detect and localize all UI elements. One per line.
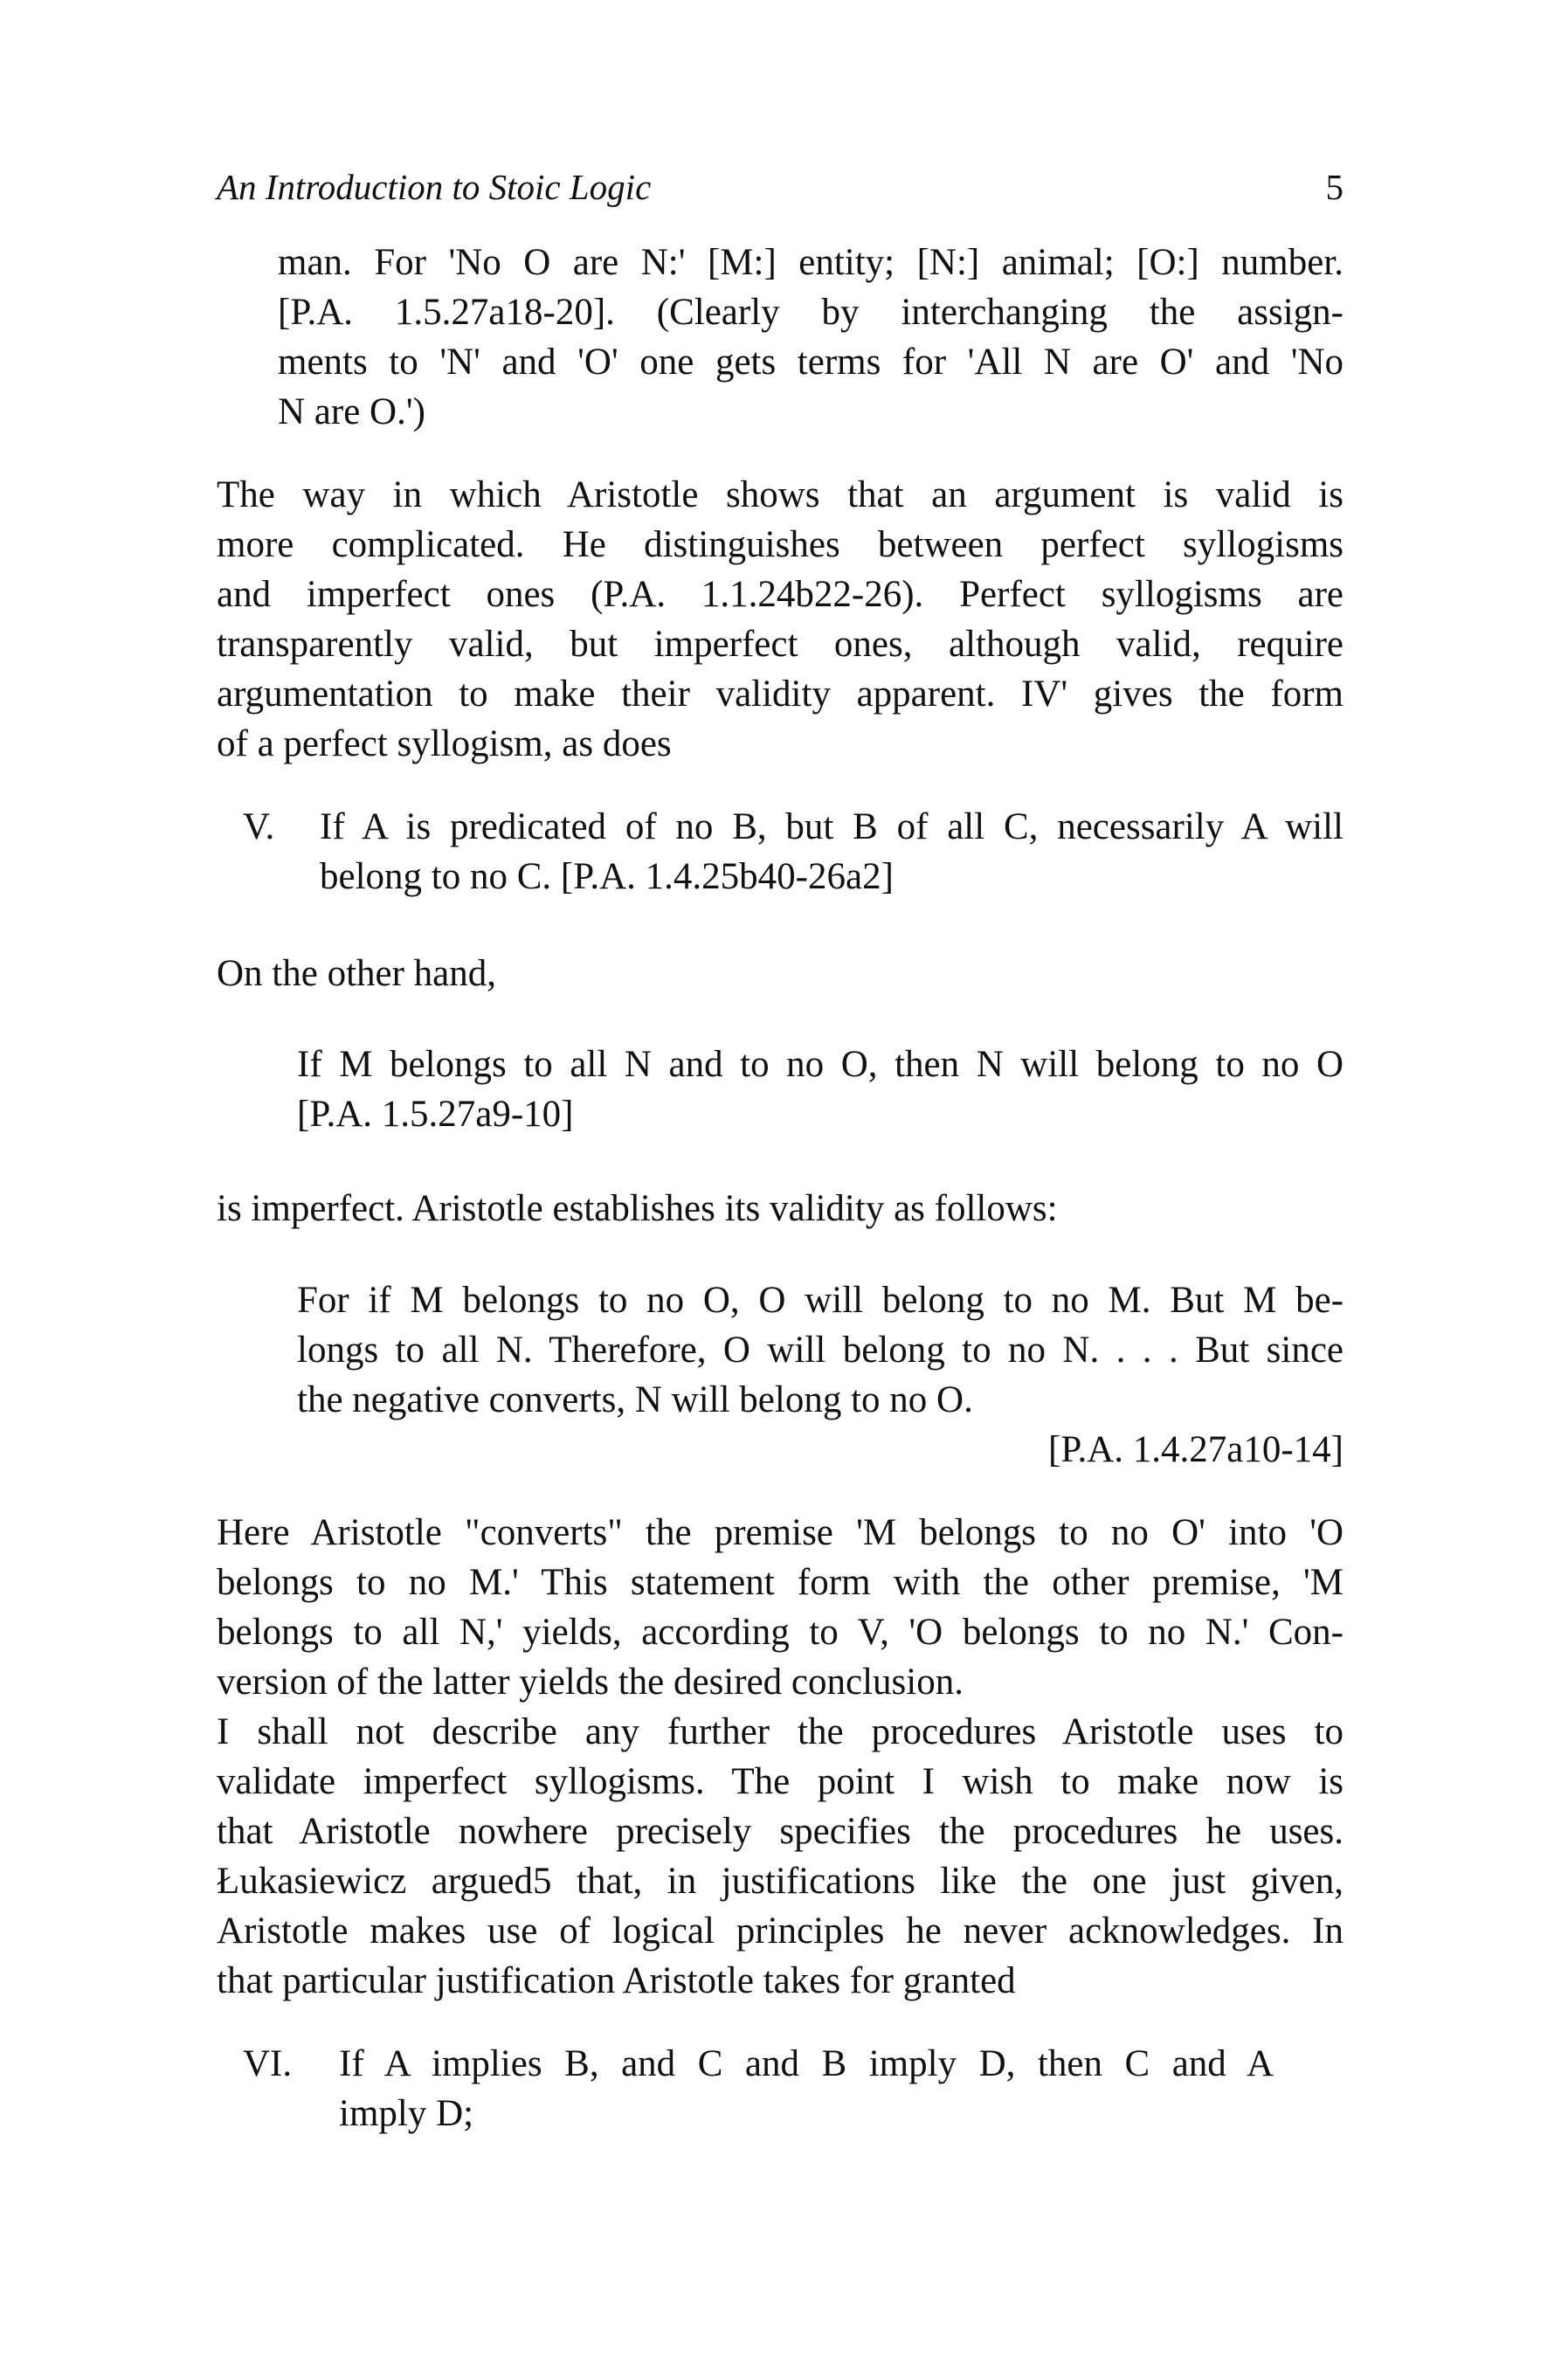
text-line: version of the latter yields the desired conclusion.: [217, 1662, 964, 1703]
text-line: If A is predicated of no B, but B of all C, necessarily A will: [320, 806, 1344, 847]
citation: [P.A. 1.4.27a10-14]: [1048, 1429, 1344, 1470]
paragraph-1: [217, 470, 1344, 769]
text-line: transparently valid, but imperfect ones, although valid, require: [217, 624, 1344, 665]
quote-1: [297, 1040, 1344, 1139]
text-line: longs to all N. Therefore, O will belong to no N. . . . But since: [297, 1330, 1344, 1371]
statement-v: [320, 802, 1344, 902]
page-header: [217, 166, 1344, 218]
transition-line: [217, 1184, 1344, 1233]
text-line: imply D;: [339, 2093, 474, 2134]
statement-vi: [339, 2039, 1274, 2138]
text-line: argumentation to make their validity apparent. IV' gives the form: [217, 674, 1344, 715]
text-line: Aristotle makes use of logical principles he never acknowledges. In: [217, 1910, 1344, 1952]
text-line: the negative converts, N will belong to no O.: [297, 1379, 973, 1420]
paragraph-2: [217, 1508, 1344, 1707]
text-line: For if M belongs to no O, O will belong to no M. But M be-: [297, 1280, 1344, 1321]
text-line: Łukasiewicz argued5 that, in justifications like the one just given,: [217, 1861, 1344, 1902]
text-line: belongs to no M.' This statement form with the other premise, 'M: [217, 1562, 1344, 1603]
text-line: belong to no C. [P.A. 1.4.25b40-26a2]: [320, 856, 894, 897]
text-line: If M belongs to all N and to no O, then N will belong to no O: [297, 1044, 1344, 1085]
text-line: of a perfect syllogism, as does: [217, 723, 672, 764]
text-line: [P.A. 1.5.27a18-20]. (Clearly by interchanging the assign-: [278, 292, 1344, 333]
text-line: [P.A. 1.5.27a9-10]: [297, 1094, 574, 1135]
transition-line: [217, 949, 1344, 998]
running-head: An Introduction to Stoic Logic: [217, 167, 652, 207]
text-line: man. For 'No O are N:' [M:] entity; [N:] animal; [O:] number.: [278, 242, 1344, 283]
text-line: more complicated. He distinguishes between perfect syllogisms: [217, 524, 1344, 565]
text-line: that Aristotle nowhere precisely specifies the procedures he uses.: [217, 1811, 1344, 1852]
page-number: 5: [1325, 167, 1344, 207]
paragraph-3: [217, 1707, 1344, 2006]
text-line: The way in which Aristotle shows that an argument is valid is: [217, 474, 1344, 515]
text-line: is imperfect. Aristotle establishes its validity as follows:: [217, 1188, 1058, 1229]
quote-2: [297, 1275, 1344, 1475]
text-line: N are O.'): [278, 391, 425, 432]
text-line: I shall not describe any further the procedures Aristotle uses to: [217, 1711, 1344, 1752]
statement-number: VI.: [243, 2043, 293, 2084]
text-line: ments to 'N' and 'O' one gets terms for 'All N are O' and 'No: [278, 342, 1344, 383]
top-indented-block: [278, 238, 1344, 437]
text-line: Here Aristotle "converts" the premise 'M belongs to no O' into 'O: [217, 1512, 1344, 1553]
statement-number: V.: [243, 806, 275, 847]
text-line: If A implies B, and C and B imply D, then C and A: [339, 2043, 1274, 2084]
text-line: and imperfect ones (P.A. 1.1.24b22-26). Perfect syllogisms are: [217, 574, 1344, 615]
text-line: belongs to all N,' yields, according to V, 'O belongs to no N.' Con-: [217, 1612, 1344, 1653]
text-line: On the other hand,: [217, 953, 497, 994]
text-line: that particular justification Aristotle takes for granted: [217, 1960, 1016, 2001]
text-line: validate imperfect syllogisms. The point I wish to make now is: [217, 1761, 1344, 1802]
